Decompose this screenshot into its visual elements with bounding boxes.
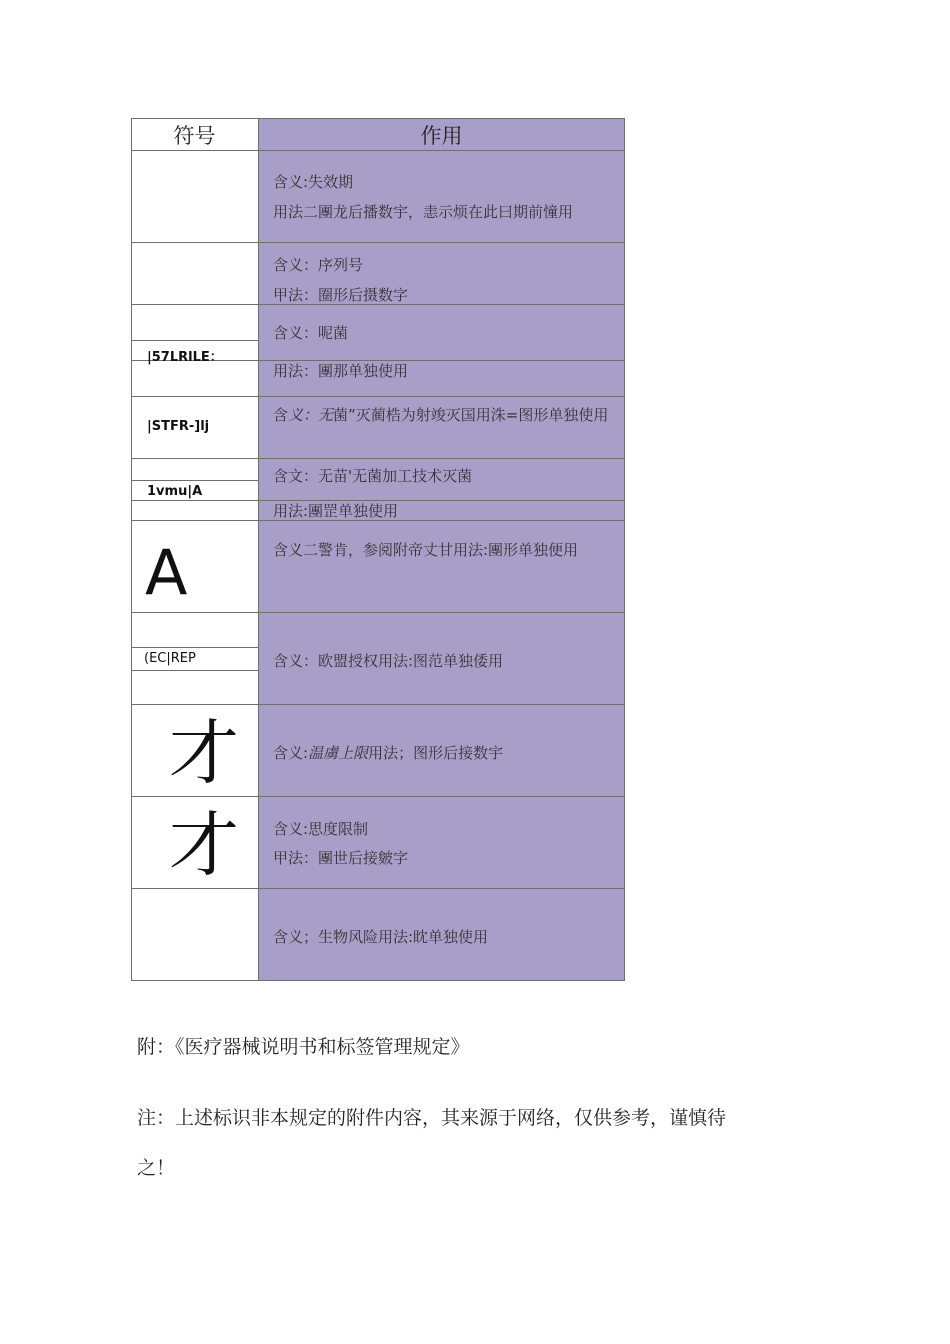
symbol-temperature-limit: 才	[169, 804, 239, 886]
row-5-meaning: 含文：无苗'无菌加工技术灭菌	[273, 467, 473, 485]
table-border-bottom	[131, 980, 625, 981]
row-8-meaning: 含义:温虜上限用法；图形后接数宇	[273, 744, 504, 762]
row-1-usage: 用法二團龙后播数宇，恚示烦在此曰期前憧用	[273, 203, 574, 221]
symbol-sterile-label: |STFR-]lj	[147, 419, 210, 434]
symbol-lot-label: |57LRlLE：	[147, 350, 223, 365]
symbol-ec-rep-label: (EC|REP	[144, 651, 196, 666]
row-divider	[131, 458, 625, 459]
disclaimer-line-1: 注：上述标识非本规定的附件内容，其来源于网络，仅供参考，谨慎待	[137, 1107, 727, 1129]
row-7-meaning: 含义：欧盟授权用法:图范单独倭用	[273, 652, 504, 670]
table-border-right	[624, 118, 625, 981]
row-2-usage: 甲法：圈形后摄数字	[273, 286, 409, 304]
row-9-usage: 甲法：團世后接皴字	[273, 849, 409, 867]
table-border-left	[131, 118, 132, 981]
row-divider	[131, 704, 625, 705]
row-divider	[131, 612, 625, 613]
attachment-note: 附：《医疗器械说明书和标签管理规定》	[137, 1036, 470, 1058]
symbol-cell-divider	[131, 480, 258, 481]
row-divider	[131, 242, 625, 243]
symbol-cell-divider	[131, 647, 258, 648]
row-3-usage: 用法：團那单独使用	[273, 362, 409, 380]
symbol-caution: A	[145, 536, 188, 609]
row-3-meaning: 含义：呢菌	[273, 324, 349, 342]
row-10-meaning: 含义；生物风险用法:眈单独使用	[273, 928, 489, 946]
row-divider	[131, 150, 625, 151]
column-divider	[258, 118, 259, 981]
row-4-meaning: 含义：无菌”灭蔺梏为射竣灭国用洙=图形单独使用	[273, 406, 609, 424]
header-symbol: 符号	[173, 124, 216, 148]
symbol-cell-divider	[131, 670, 258, 671]
symbol-table	[131, 118, 625, 981]
symbol-aseptic-label: 1vmu|A	[147, 484, 203, 499]
symbol-cell-divider	[131, 340, 258, 341]
row-divider	[131, 888, 625, 889]
symbol-temperature-upper: 才	[169, 712, 239, 794]
disclaimer-line-2: 之！	[137, 1157, 176, 1179]
header-use: 作用	[420, 124, 463, 148]
row-divider	[131, 396, 625, 397]
row-divider	[131, 796, 625, 797]
row-1-meaning: 含义:失效期	[273, 173, 354, 191]
row-5-usage: 用法:團罡单独使用	[273, 502, 399, 520]
row-2-meaning: 含义：序列号	[273, 256, 364, 274]
row-9-meaning: 含义:思度限制	[273, 820, 369, 838]
row-6-meaning: 含义二警肯，参阅附帝丈甘用法:團形单独便用	[273, 541, 579, 559]
